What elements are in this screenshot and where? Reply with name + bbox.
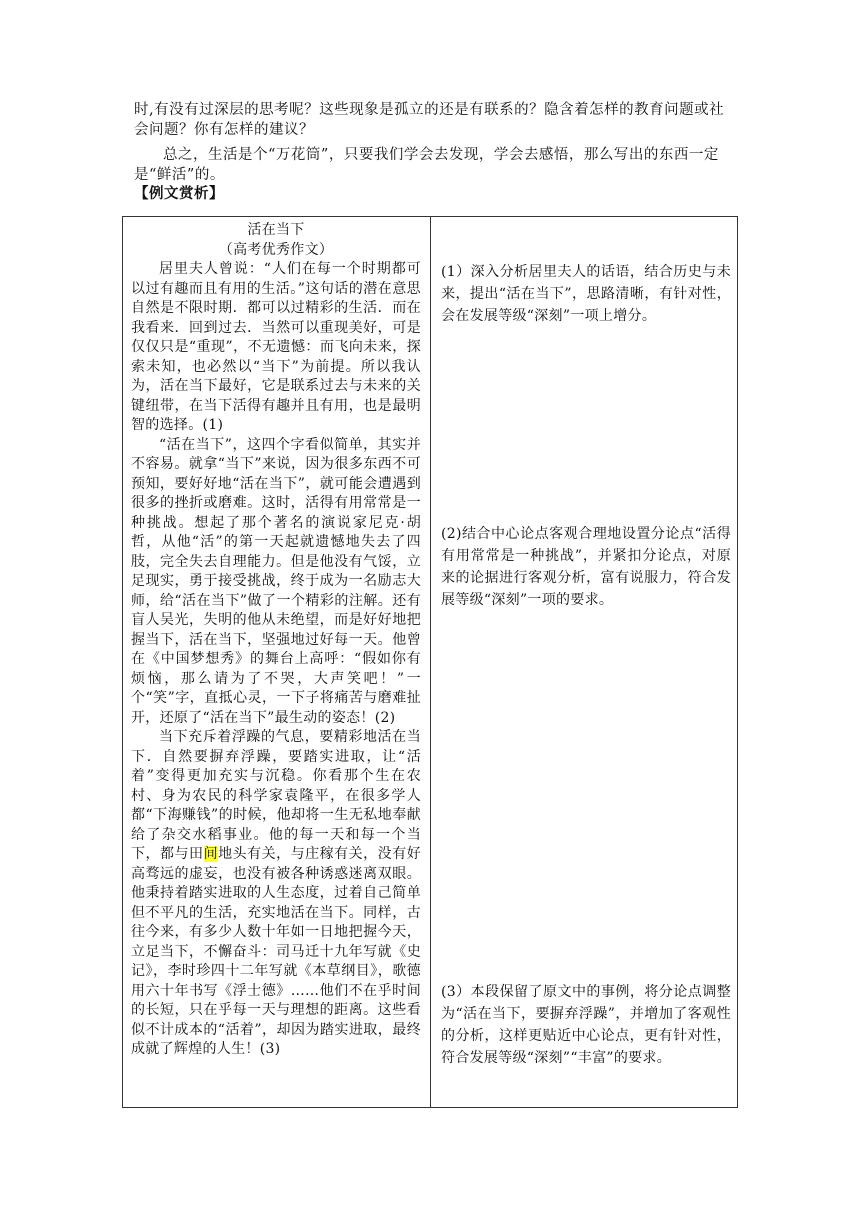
essay-p3-after: 地头有关，与庄稼有关，没有好高骛远的虚妄，也没有被各种诱惑迷离双眼。他秉持着踏实进取的人生态度，过着自己简单但不平凡的生活，充实地活在当下。同样，古往今来，有多少人数十年如一日地把握今天，立足当下，不懈奋斗：司马迁十九年写就《史记》，李时珍四十二年写就《本草纲目》，歌德用六十年书写《浮士德》……他们不在乎时间的长短，只在乎每一天与理想的距离。这些看似不计成本的“活着”，却因为踏实进取，最终成就了辉煌的人生！(3) <box>131 846 422 1057</box>
essay-p3-before: 当下充斥着浮躁的气息，要精彩地活在当下．自然要摒弃浮躁，要踏实进取，让“活着”变得更加充实与沉稳。你看那个生在农村、身为农民的科学家袁隆平，在很多学人都“下海赚钱”的时候，他却将一生无私地奉献给了杂交水稻事业。他的每一天和每一个当下，都与田 <box>131 729 421 862</box>
comment-1: (1）深入分析居里夫人的话语，结合历史与未来，提出“活在当下”，思路清晰，有针对性，会在发展等级“深刻”一项上增分。 <box>441 264 731 324</box>
essay-table <box>122 216 738 1108</box>
section-heading: 【例文赏析】 <box>134 185 224 202</box>
essay-paragraph-3 <box>131 728 421 1060</box>
highlighted-char: 间 <box>203 846 219 862</box>
essay-column <box>131 221 421 1060</box>
column-divider <box>430 217 431 1107</box>
comment-3: (3）本段保留了原文中的事例，将分论点调整为“活在当下，要摒弃浮躁”，并增加了客观性的分析，这样更贴近中心论点，更有针对性，符合发展等级“深刻”“丰富”的要求。 <box>441 984 731 1066</box>
intro-paragraph-1: 时,有没有过深层的思考呢？这些现象是孤立的还是有联系的？隐含着怎样的教育问题或社会问题？你有怎样的建议？ <box>134 102 725 138</box>
essay-paragraph-1: 居里夫人曾说：“人们在每一个时期都可以过有趣而且有用的生活。”这句话的潜在意思自然是不限时期．都可以过精彩的生活．而在我看来．回到过去．当然可以重现美好，可是仅仅只是“重现”，不无遗憾：而飞向未来，探索未知，也必然以“当下”为前提。所以我认为，活在当下最好，它是联系过去与未来的关键纽带，在当下活得有趣并且有用，也是最明智的选择。(1) <box>131 261 421 433</box>
essay-title: 活在当下 <box>247 222 305 238</box>
comment-2: (2)结合中心论点客观合理地设置分论点“活得有用常常是一种挑战”，并紧扣分论点，对原来的论据进行客观分析，富有说服力，符合发展等级“深刻”一项的要求。 <box>441 526 731 608</box>
intro-paragraph-2: 总之，生活是个“万花筒”，只要我们学会去发现，学会去感悟，那么写出的东西一定是“鲜活”的。 <box>134 147 719 183</box>
essay-subtitle: （高考优秀作文） <box>218 241 334 258</box>
essay-paragraph-2: “活在当下”，这四个字看似简单，其实并不容易。就拿“当下”来说，因为很多东西不可预知，要好好地“活在当下”，就可能会遭遇到很多的挫折或磨难。这时，活得有用常常是一种挑战。想起了那个著名的演说家尼克·胡哲，从他“活”的第一天起就遗憾地失去了四肢，完全失去自理能力。但是他没有气馁，立足现实，勇于接受挑战，终于成为一名励志大师，给“活在当下”做了一个精彩的注解。还有盲人吴光，失明的他从未绝望，而是好好地把握当下，活在当下，坚强地过好每一天。他曾在《中国梦想秀》的舞台上高呼：“假如你有烦恼，那么请为了不哭，大声笑吧！”一个“笑”字，直抵心灵，一下子将痛苦与磨难扯开，还原了“活在当下”最生动的姿态！(2) <box>131 436 421 726</box>
